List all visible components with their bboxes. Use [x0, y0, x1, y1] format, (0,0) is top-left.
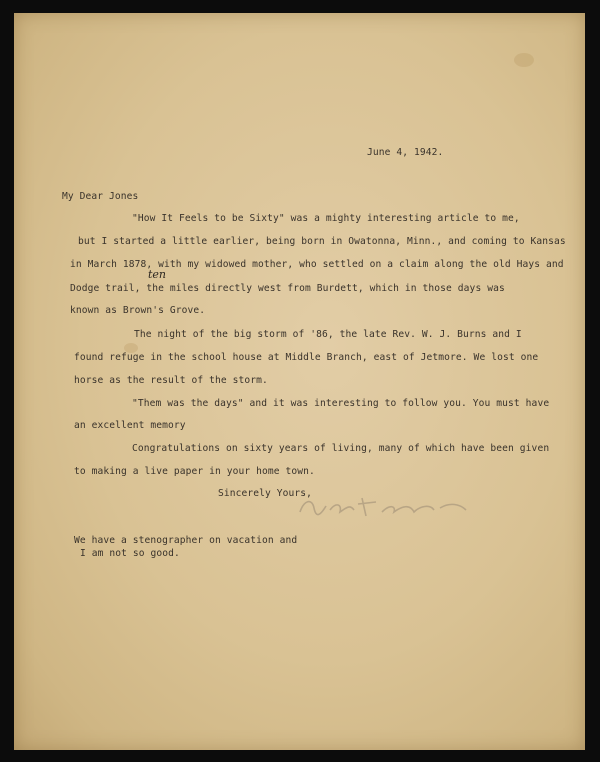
letter-line: "Them was the days" and it was interesting to follow you. You must have: [132, 398, 550, 409]
letter-date: June 4, 1942.: [367, 147, 444, 158]
letter-line: Congratulations on sixty years of living, many of which have been given: [132, 443, 550, 454]
postscript-line: I am not so good.: [80, 548, 180, 559]
letter-line: horse as the result of the storm.: [74, 375, 268, 386]
letter-line: found refuge in the school house at Middle Branch, east of Jetmore. We lost one: [74, 352, 539, 363]
letter-line: in March 1878, with my widowed mother, who settled on a claim along the old Hays and: [70, 259, 564, 270]
letter-line: known as Brown's Grove.: [70, 305, 206, 316]
letter-line: Dodge trail, the miles directly west from Burdett, which in those days was: [70, 283, 505, 294]
handwritten-insert: ten: [148, 268, 167, 281]
postscript-line: We have a stenographer on vacation and: [74, 535, 298, 546]
paper-stain: [514, 53, 534, 67]
letter-line: The night of the big storm of '86, the late Rev. W. J. Burns and I: [134, 329, 522, 340]
handwritten-signature: [290, 490, 480, 524]
letter-line: an excellent memory: [74, 420, 186, 431]
letter-line: "How It Feels to be Sixty" was a mighty interesting article to me,: [132, 213, 520, 224]
letter-salutation: My Dear Jones: [62, 191, 139, 202]
letter-line: to making a live paper in your home town.: [74, 466, 315, 477]
letter-closing: Sincerely Yours,: [218, 488, 313, 499]
letter-line: but I started a little earlier, being born in Owatonna, Minn., and coming to Kansas: [78, 236, 566, 247]
